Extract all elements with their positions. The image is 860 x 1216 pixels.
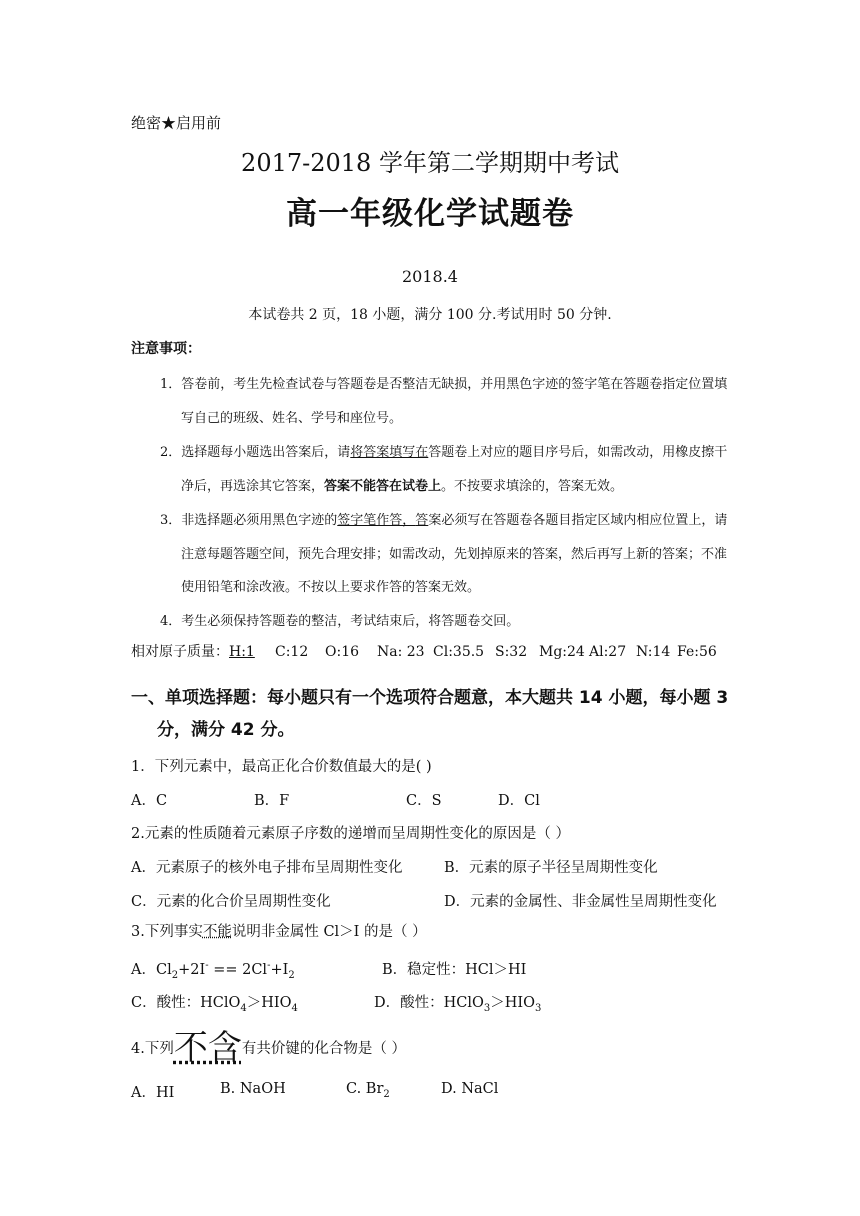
notice-item-1-line-2: 写自己的班级、姓名、学号和座位号。 xyxy=(181,411,403,426)
notice-item-4: 4．考生必须保持答题卷的整洁，考试结束后，将答题卷交回。 xyxy=(160,614,520,629)
question-3-stem: 3.下列事实不能说明非金属性 Cl＞I 的是（ ） xyxy=(131,924,427,940)
exam-title: 2017-2018 学年第二学期期中考试 xyxy=(241,149,619,177)
question-1-option-b: B．F xyxy=(254,793,290,809)
notice-title: 注意事项： xyxy=(131,341,201,357)
question-2-stem: 2.元素的性质随着元素原子序数的递增而呈周期性变化的原因是（ ） xyxy=(131,826,570,842)
question-3-option-a: A．$Cl_2+2I^- == 2Cl^-+I_2$ xyxy=(131,960,295,981)
exam-meta: 本试卷共 2 页，18 小题，满分 100 分.考试用时 50 分钟. xyxy=(248,307,612,323)
question-4-stem: 4.下列不含有共价键的化合物是（ ） xyxy=(131,1028,406,1068)
question-4-option-a: A．HI xyxy=(131,1085,175,1101)
section-heading-cont: 分，满分 42 分。 xyxy=(157,720,295,740)
question-2-option-d: D．元素的金属性、非金属性呈周期性变化 xyxy=(444,894,717,910)
notice-item-3-line-3: 使用铅笔和涂改液。不按以上要求作答的答案无效。 xyxy=(181,580,481,595)
question-1-option-c: C．S xyxy=(406,793,442,809)
question-3-option-c: C．酸性：$HClO_4>HIO_4$ xyxy=(131,995,298,1014)
question-1-option-a: A．C xyxy=(131,793,168,809)
question-2-option-b: B．元素的原子半径呈周期性变化 xyxy=(444,860,658,876)
question-4-option-c: C. $Br_2$ xyxy=(346,1081,390,1100)
notice-item-1-line-1: 1．答卷前，考生先检查试卷与答题卷是否整洁无缺损，并用黑色字迹的签字笔在答题卷指定位置填 xyxy=(160,377,728,392)
question-4-option-b: B. NaOH xyxy=(220,1081,286,1097)
notice-item-2-line-1: 2．选择题每小题选出答案后，请将答案填写在答题卷上对应的题目序号后，如需改动，用橡皮擦干 xyxy=(160,445,728,460)
notice-item-2-line-2: 净后，再选涂其它答案，答案不能答在试卷上。不按要求填涂的，答案无效。 xyxy=(181,479,624,494)
section-heading: 一、单项选择题：每小题只有一个选项符合题意，本大题共 14 小题，每小题 3 xyxy=(131,688,729,708)
notice-item-3-line-2: 注意每题答题空间，预先合理安排；如需改动，先划掉原来的答案，然后再写上新的答案；不准 xyxy=(181,547,728,562)
question-1-option-d: D．Cl xyxy=(498,793,540,809)
exam-subtitle: 高一年级化学试题卷 xyxy=(286,196,574,232)
question-4-option-d: D. NaCl xyxy=(441,1081,499,1097)
question-1-stem: 1．下列元素中，最高正化合价数值最大的是( ) xyxy=(131,759,432,775)
atomic-masses: 相对原子质量：H:1 C:12 O:16 Na: 23 Cl:35.5 S:32 Mg:24 Al:27 N:14 Fe:56 xyxy=(131,644,717,660)
exam-date: 2018.4 xyxy=(402,267,458,286)
notice-item-3-line-1: 3．非选择题必须用黑色字迹的签字笔作答，答案必须写在答题卷各题目指定区域内相应位置上，请 xyxy=(160,513,728,528)
top-secret-label: 绝密★启用前 xyxy=(131,114,222,132)
question-3-option-b: B．稳定性：HCl＞HI xyxy=(382,962,527,978)
question-2-option-c: C．元素的化合价呈周期性变化 xyxy=(131,894,331,910)
question-2-option-a: A．元素原子的核外电子排布呈周期性变化 xyxy=(131,860,403,876)
question-3-option-d: D．酸性：$HClO_3>HIO_3$ xyxy=(374,995,542,1014)
